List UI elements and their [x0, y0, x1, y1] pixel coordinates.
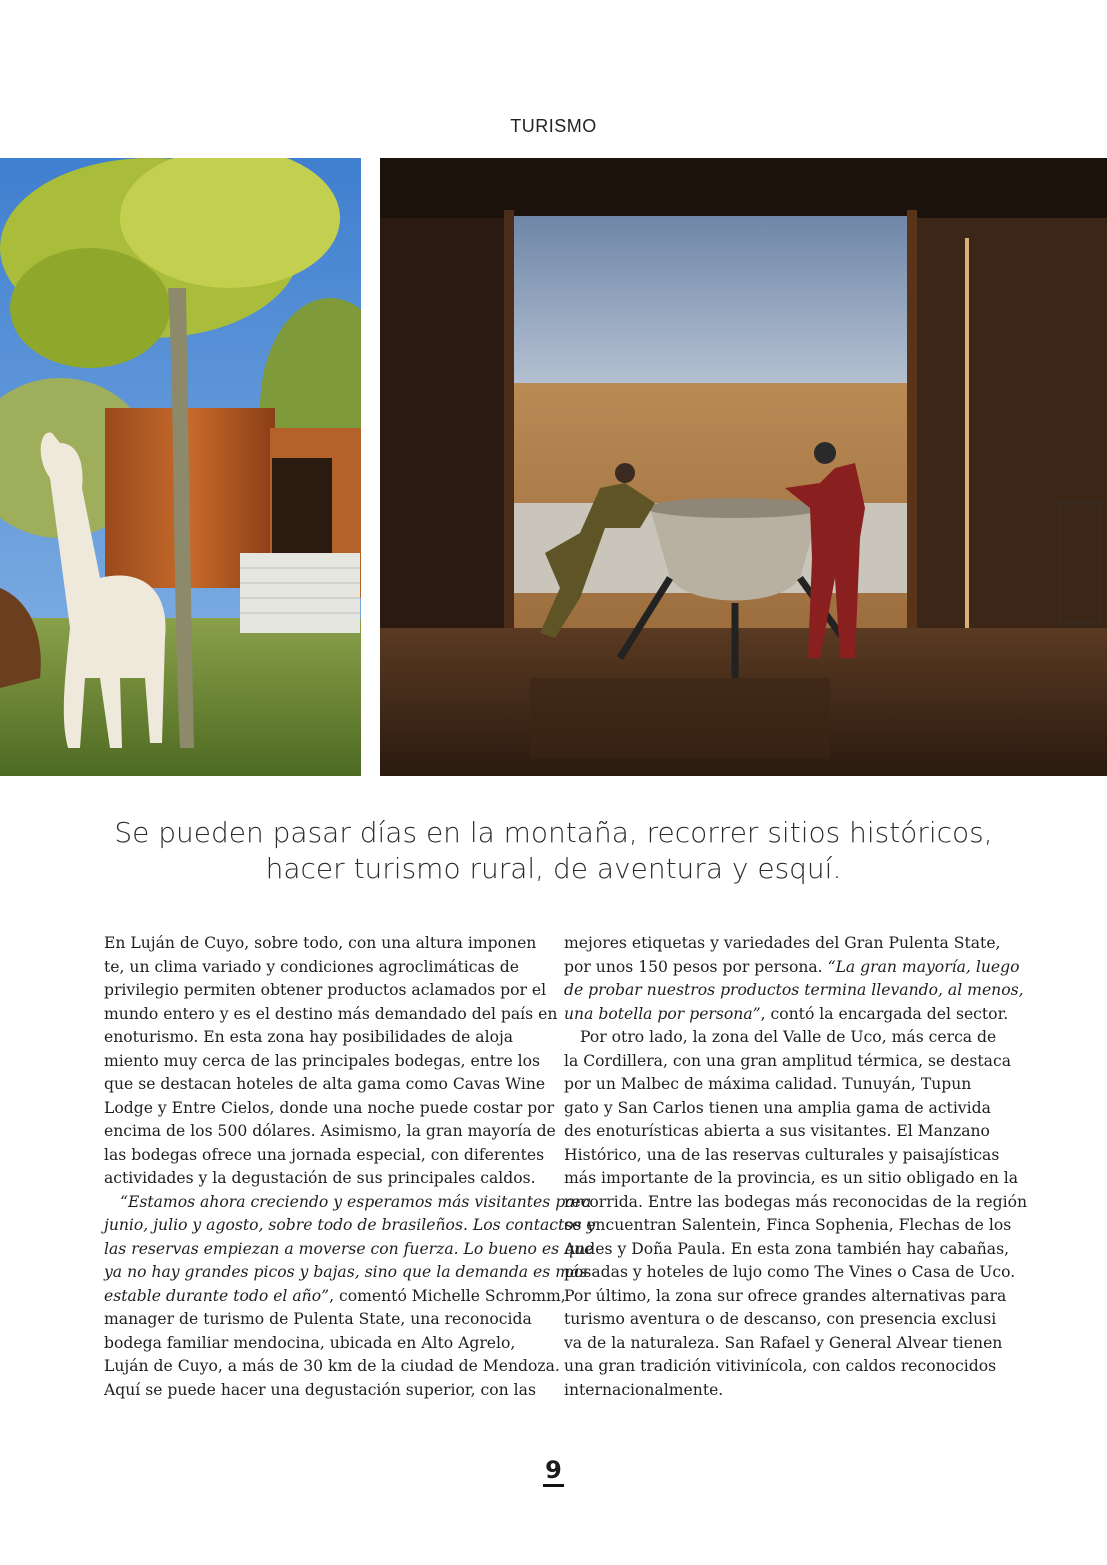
- body-line: Luján de Cuyo, a más de 30 km de la ciudad de Mendoza.: [104, 1357, 560, 1375]
- quote-text: estable durante todo el año”: [104, 1286, 330, 1305]
- body-line: actividades y la degustación de sus principales caldos.: [104, 1169, 536, 1187]
- body-column-left: [104, 932, 596, 1402]
- body-line: des enoturísticas abierta a sus visitantes. El Manzano: [564, 1122, 990, 1140]
- page-number-text: 9: [543, 1456, 564, 1487]
- quote-text: una botella por persona”: [564, 1004, 761, 1023]
- quote-line: [104, 1238, 594, 1262]
- page-number: [0, 1456, 1107, 1484]
- body-line: encima de los 500 dólares. Asimismo, la gran mayoría de: [104, 1122, 556, 1140]
- quote-line: [564, 979, 1024, 1003]
- section-label: TURISMO: [510, 116, 597, 136]
- body-line: En Luján de Cuyo, sobre todo, con una altura imponen: [104, 934, 537, 952]
- quote-text: “Estamos ahora creciendo y esperamos más visitantes para: [120, 1192, 592, 1211]
- quote-line: [104, 1285, 566, 1309]
- body-line: Aquí se puede hacer una degustación superior, con las: [104, 1380, 536, 1399]
- body-line: va de la naturaleza. San Rafael y General Alvear tienen: [564, 1333, 1003, 1352]
- pull-quote: [60, 815, 1047, 887]
- body-line: que se destacan hoteles de alta gama como Cavas Wine: [104, 1075, 546, 1093]
- body-line: Andes y Doña Paula. En esta zona también hay cabañas,: [564, 1239, 1010, 1258]
- body-line: Por otro lado, la zona del Valle de Uco, más cerca de: [580, 1028, 997, 1046]
- body-line: mejores etiquetas y variedades del Gran Pulenta State,: [564, 934, 1001, 952]
- body-text: por unos 150 pesos por persona.: [564, 957, 828, 976]
- body-line: se encuentran Salentein, Finca Sophenia, Flechas de los: [564, 1216, 1012, 1234]
- body-line: privilegio permiten obtener productos aclamados por el: [104, 981, 547, 999]
- body-line: las bodegas ofrece una jornada especial, con diferentes: [104, 1145, 545, 1164]
- pull-quote-line: hacer turismo rural, de aventura y esquí.: [265, 852, 842, 885]
- body-column-right: [564, 932, 1028, 1402]
- quote-text: de probar nuestros productos termina llevando, al menos,: [564, 981, 1024, 999]
- body-line: [564, 956, 1020, 980]
- body-line: Histórico, una de las reservas culturales y paisajísticas: [564, 1145, 1000, 1164]
- llama-photo: [0, 158, 361, 776]
- body-line: más importante de la provincia, es un sitio obligado en la: [564, 1169, 1018, 1187]
- pull-quote-line: Se pueden pasar días en la montaña, recorrer sitios históricos,: [114, 816, 993, 849]
- quote-line: [104, 1214, 596, 1238]
- body-line: bodega familiar mendocina, ubicada en Alto Agrelo,: [104, 1333, 516, 1352]
- body-line: recorrida. Entre las bodegas más reconocidas de la región: [564, 1192, 1028, 1211]
- body-line: miento muy cerca de las principales bodegas, entre los: [104, 1051, 541, 1070]
- body-line: mundo entero y es el destino más demandado del país en: [104, 1004, 558, 1023]
- body-line: gato y San Carlos tienen una amplia gama de activida: [564, 1098, 991, 1117]
- body-line: Por último, la zona sur ofrece grandes alternativas para: [564, 1286, 1007, 1305]
- attribution-text: , contó la encargada del sector.: [760, 1004, 1009, 1023]
- quote-text: ya no hay grandes picos y bajas, sino que la demanda es más: [104, 1263, 588, 1281]
- body-line: internacionalmente.: [564, 1380, 724, 1399]
- quote-text: “La gran mayoría, luego: [827, 957, 1020, 976]
- body-line: te, un clima variado y condiciones agroclimáticas de: [104, 957, 519, 976]
- body-line: una gran tradición vitivinícola, con caldos reconocidos: [564, 1357, 997, 1375]
- body-line: enoturismo. En esta zona hay posibilidades de aloja: [104, 1028, 514, 1046]
- winery-photo: [380, 158, 1107, 776]
- body-line: por un Malbec de máxima calidad. Tunuyán, Tupun: [564, 1075, 972, 1093]
- quote-line: [104, 1261, 588, 1285]
- quote-text: junio, julio y agosto, sobre todo de brasileños. Los contactos y: [104, 1216, 596, 1234]
- body-line: la Cordillera, con una gran amplitud térmica, se destaca: [564, 1051, 1011, 1070]
- attribution-text: , comentó Michelle Schromm,: [329, 1286, 566, 1305]
- body-line: manager de turismo de Pulenta State, una reconocida: [104, 1310, 532, 1328]
- quote-text: las reservas empiezan a moverse con fuerza. Lo bueno es que: [104, 1239, 594, 1258]
- body-line: posadas y hoteles de lujo como The Vines o Casa de Uco.: [564, 1263, 1016, 1281]
- body-line: turismo aventura o de descanso, con presencia exclusi: [564, 1310, 997, 1328]
- quote-line: [564, 1003, 1009, 1027]
- quote-line: [104, 1191, 592, 1215]
- body-line: Lodge y Entre Cielos, donde una noche puede costar por: [104, 1098, 555, 1117]
